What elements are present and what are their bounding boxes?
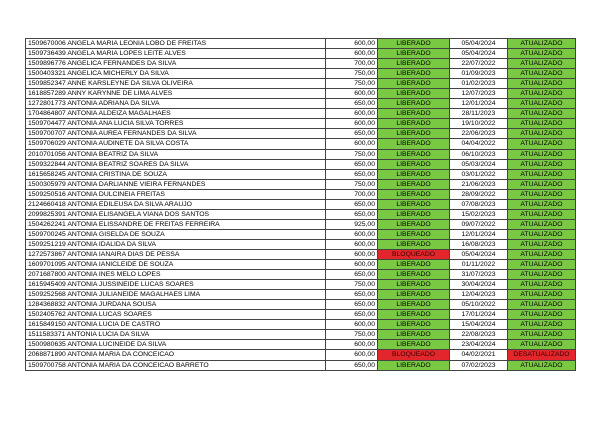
person-id-name-cell: 1504262241 ANTONIA ELISSANDRE DE FREITAS FERREIRA [26, 219, 326, 229]
table-row [26, 119, 576, 129]
date-cell: 22/08/2023 [450, 330, 508, 340]
person-id-name-cell: 2068871890 ANTONIA MARIA DA CONCEICAO [26, 350, 326, 360]
table-row [26, 129, 576, 139]
situation-cell: ATUALIZADO [508, 310, 576, 320]
status-cell: LIBERADO [378, 189, 450, 199]
date-cell: 07/02/2023 [450, 360, 508, 370]
situation-cell: ATUALIZADO [508, 139, 576, 149]
person-id-name-cell: 1509670006 ANGELA MARIA LEONIA LOBO DE FREITAS [26, 39, 326, 49]
status-cell: LIBERADO [378, 179, 450, 189]
value-cell: 650,00 [326, 209, 378, 219]
person-id-name-cell: 1615849150 ANTONIA LUCIA DE CASTRO [26, 320, 326, 330]
situation-cell: ATUALIZADO [508, 209, 576, 219]
person-id-name-cell: 1502405762 ANTONIA LUCAS SOARES [26, 310, 326, 320]
date-cell: 05/04/2024 [450, 39, 508, 49]
person-id-name-cell: 2071687800 ANTONIA INES MELO LOPES [26, 270, 326, 280]
date-cell: 01/02/2023 [450, 79, 508, 89]
status-cell: LIBERADO [378, 290, 450, 300]
table-row [26, 290, 576, 300]
situation-cell: ATUALIZADO [508, 149, 576, 159]
date-cell: 28/11/2023 [450, 109, 508, 119]
value-cell: 650,00 [326, 199, 378, 209]
value-cell: 650,00 [326, 290, 378, 300]
person-id-name-cell: 2099825391 ANTONIA ELISANGELA VIANA DOS SANTOS [26, 209, 326, 219]
value-cell: 600,00 [326, 260, 378, 270]
situation-cell: ATUALIZADO [508, 340, 576, 350]
value-cell: 700,00 [326, 189, 378, 199]
table-row [26, 239, 576, 249]
status-cell: LIBERADO [378, 310, 450, 320]
records-table [25, 38, 576, 371]
date-cell: 12/07/2023 [450, 89, 508, 99]
status-cell: BLOQUEADO [378, 350, 450, 360]
table-row [26, 149, 576, 159]
status-cell: LIBERADO [378, 149, 450, 159]
person-id-name-cell: 1509700707 ANTONIA AUREA FERNANDES DA SILVA [26, 129, 326, 139]
person-id-name-cell: 1509251219 ANTONIA IDALIDA DA SILVA [26, 239, 326, 249]
value-cell: 600,00 [326, 229, 378, 239]
situation-cell: ATUALIZADO [508, 129, 576, 139]
situation-cell: ATUALIZADO [508, 119, 576, 129]
value-cell: 600,00 [326, 249, 378, 259]
table-row [26, 79, 576, 89]
date-cell: 01/09/2023 [450, 69, 508, 79]
status-cell: LIBERADO [378, 209, 450, 219]
status-cell: LIBERADO [378, 49, 450, 59]
value-cell: 600,00 [326, 109, 378, 119]
status-cell: LIBERADO [378, 39, 450, 49]
date-cell: 12/04/2023 [450, 290, 508, 300]
person-id-name-cell: 1704864807 ANTONIA ALDEIZA MAGALHAES [26, 109, 326, 119]
date-cell: 17/01/2024 [450, 310, 508, 320]
status-cell: LIBERADO [378, 139, 450, 149]
value-cell: 600,00 [326, 139, 378, 149]
status-cell: LIBERADO [378, 79, 450, 89]
situation-cell: ATUALIZADO [508, 280, 576, 290]
table-row [26, 69, 576, 79]
date-cell: 31/07/2023 [450, 270, 508, 280]
date-cell: 15/02/2023 [450, 209, 508, 219]
person-id-name-cell: 1609701095 ANTONIA IANICLEIDE DE SOUZA [26, 260, 326, 270]
situation-cell: ATUALIZADO [508, 109, 576, 119]
value-cell: 650,00 [326, 300, 378, 310]
person-id-name-cell: 1615658245 ANTONIA CRISTINA DE SOUZA [26, 169, 326, 179]
situation-cell: ATUALIZADO [508, 159, 576, 169]
value-cell: 750,00 [326, 69, 378, 79]
value-cell: 650,00 [326, 99, 378, 109]
situation-cell: ATUALIZADO [508, 330, 576, 340]
person-id-name-cell: 1511583371 ANTONIA LUCIA DA SILVA [26, 330, 326, 340]
date-cell: 04/02/2021 [450, 350, 508, 360]
status-cell: LIBERADO [378, 199, 450, 209]
status-cell: LIBERADO [378, 169, 450, 179]
situation-cell: ATUALIZADO [508, 169, 576, 179]
status-cell: LIBERADO [378, 69, 450, 79]
situation-cell: ATUALIZADO [508, 229, 576, 239]
table-row [26, 350, 576, 360]
value-cell: 600,00 [326, 239, 378, 249]
status-cell: LIBERADO [378, 330, 450, 340]
table-row [26, 199, 576, 209]
situation-cell: ATUALIZADO [508, 239, 576, 249]
person-id-name-cell: 1272801773 ANTONIA ADRIANA DA SILVA [26, 99, 326, 109]
person-id-name-cell: 1618857289 ANNY KARYNNE DE LIMA ALVES [26, 89, 326, 99]
value-cell: 700,00 [326, 59, 378, 69]
date-cell: 04/04/2022 [450, 139, 508, 149]
date-cell: 30/04/2024 [450, 280, 508, 290]
status-cell: LIBERADO [378, 219, 450, 229]
table-row [26, 300, 576, 310]
status-cell: LIBERADO [378, 129, 450, 139]
value-cell: 750,00 [326, 179, 378, 189]
table-row [26, 89, 576, 99]
situation-cell: ATUALIZADO [508, 39, 576, 49]
person-id-name-cell: 1509700245 ANTONIA GISELDA DE SOUZA [26, 229, 326, 239]
person-id-name-cell: 1509852347 ANNE KARSLEYNE DA SILVA OLIVEIRA [26, 79, 326, 89]
date-cell: 07/08/2023 [450, 199, 508, 209]
status-cell: BLOQUEADO [378, 249, 450, 259]
table-row [26, 179, 576, 189]
value-cell: 600,00 [326, 350, 378, 360]
person-id-name-cell: 1615945409 ANTONIA JUSSINEIDE LUCAS SOARES [26, 280, 326, 290]
value-cell: 650,00 [326, 129, 378, 139]
situation-cell: ATUALIZADO [508, 260, 576, 270]
status-cell: LIBERADO [378, 300, 450, 310]
value-cell: 650,00 [326, 310, 378, 320]
date-cell: 05/03/2024 [450, 159, 508, 169]
situation-cell: ATUALIZADO [508, 360, 576, 370]
table-row [26, 59, 576, 69]
person-id-name-cell: 1500980635 ANTONIA LUCINEIDE DA SILVA [26, 340, 326, 350]
date-cell: 12/01/2024 [450, 229, 508, 239]
records-table-body [26, 39, 576, 371]
person-id-name-cell: 1509700758 ANTONIA MARIA DA CONCEICAO BARRETO [26, 360, 326, 370]
table-row [26, 139, 576, 149]
value-cell: 750,00 [326, 280, 378, 290]
table-row [26, 219, 576, 229]
person-id-name-cell: 2124660418 ANTONIA EDILEUSA DA SILVA ARAUJO [26, 199, 326, 209]
situation-cell: ATUALIZADO [508, 79, 576, 89]
table-row [26, 229, 576, 239]
value-cell: 650,00 [326, 169, 378, 179]
person-id-name-cell: 1509706029 ANTONIA AUDINETE DA SILVA COSTA [26, 139, 326, 149]
date-cell: 23/04/2024 [450, 340, 508, 350]
table-row [26, 270, 576, 280]
date-cell: 05/10/2022 [450, 300, 508, 310]
person-id-name-cell: 1500403321 ANGELICA MICHERLY DA SILVA [26, 69, 326, 79]
person-id-name-cell: 1284368832 ANTONIA JURDANA SOUSA [26, 300, 326, 310]
value-cell: 750,00 [326, 79, 378, 89]
status-cell: LIBERADO [378, 360, 450, 370]
situation-cell: ATUALIZADO [508, 99, 576, 109]
situation-cell: ATUALIZADO [508, 320, 576, 330]
date-cell: 05/04/2024 [450, 49, 508, 59]
date-cell: 12/01/2024 [450, 99, 508, 109]
value-cell: 600,00 [326, 119, 378, 129]
person-id-name-cell: 1509322844 ANTONIA BEATRIZ SOARES DA SILVA [26, 159, 326, 169]
situation-cell: ATUALIZADO [508, 270, 576, 280]
table-row [26, 209, 576, 219]
table-row [26, 310, 576, 320]
status-cell: LIBERADO [378, 320, 450, 330]
person-id-name-cell: 2010701056 ANTONIA BEATRIZ DA SILVA [26, 149, 326, 159]
value-cell: 600,00 [326, 340, 378, 350]
table-row [26, 320, 576, 330]
status-cell: LIBERADO [378, 270, 450, 280]
table-row [26, 189, 576, 199]
value-cell: 600,00 [326, 320, 378, 330]
status-cell: LIBERADO [378, 159, 450, 169]
status-cell: LIBERADO [378, 239, 450, 249]
person-id-name-cell: 1272573867 ANTONIA IANAIRA DIAS DE PESSA [26, 249, 326, 259]
value-cell: 650,00 [326, 159, 378, 169]
status-cell: LIBERADO [378, 340, 450, 350]
table-row [26, 249, 576, 259]
table-row [26, 159, 576, 169]
value-cell: 750,00 [326, 149, 378, 159]
date-cell: 16/08/2023 [450, 239, 508, 249]
value-cell: 750,00 [326, 330, 378, 340]
table-row [26, 169, 576, 179]
person-id-name-cell: 1509252568 ANTONIA JULIANEIDE MAGALHAES LIMA [26, 290, 326, 300]
person-id-name-cell: 1509736439 ANGELA MARIA LOPES LEITE ALVES [26, 49, 326, 59]
date-cell: 21/06/2023 [450, 179, 508, 189]
table-row [26, 260, 576, 270]
status-cell: LIBERADO [378, 109, 450, 119]
table-row [26, 280, 576, 290]
value-cell: 925,00 [326, 219, 378, 229]
situation-cell: DESATUALIZADO [508, 350, 576, 360]
table-row [26, 99, 576, 109]
table-row [26, 330, 576, 340]
person-id-name-cell: 1509896776 ANGELICA FERNANDES DA SILVA [26, 59, 326, 69]
date-cell: 03/01/2022 [450, 169, 508, 179]
status-cell: LIBERADO [378, 99, 450, 109]
situation-cell: ATUALIZADO [508, 69, 576, 79]
situation-cell: ATUALIZADO [508, 199, 576, 209]
person-id-name-cell: 1500305979 ANTONIA DARLIANNE VIEIRA FERNANDES [26, 179, 326, 189]
table-row [26, 340, 576, 350]
date-cell: 22/06/2023 [450, 129, 508, 139]
status-cell: LIBERADO [378, 280, 450, 290]
date-cell: 01/11/2022 [450, 260, 508, 270]
status-cell: LIBERADO [378, 229, 450, 239]
value-cell: 600,00 [326, 39, 378, 49]
date-cell: 06/10/2023 [450, 149, 508, 159]
date-cell: 22/07/2022 [450, 59, 508, 69]
value-cell: 600,00 [326, 49, 378, 59]
situation-cell: ATUALIZADO [508, 89, 576, 99]
situation-cell: ATUALIZADO [508, 219, 576, 229]
situation-cell: ATUALIZADO [508, 189, 576, 199]
status-cell: LIBERADO [378, 260, 450, 270]
table-row [26, 49, 576, 59]
status-cell: LIBERADO [378, 89, 450, 99]
situation-cell: ATUALIZADO [508, 300, 576, 310]
status-cell: LIBERADO [378, 119, 450, 129]
table-row [26, 360, 576, 370]
person-id-name-cell: 1509704477 ANTONIA ANA LUCIA SILVA TORRES [26, 119, 326, 129]
situation-cell: ATUALIZADO [508, 290, 576, 300]
value-cell: 650,00 [326, 360, 378, 370]
date-cell: 09/07/2022 [450, 219, 508, 229]
status-cell: LIBERADO [378, 59, 450, 69]
date-cell: 05/04/2024 [450, 249, 508, 259]
value-cell: 650,00 [326, 270, 378, 280]
date-cell: 28/09/2022 [450, 189, 508, 199]
table-row [26, 39, 576, 49]
situation-cell: ATUALIZADO [508, 49, 576, 59]
value-cell: 600,00 [326, 89, 378, 99]
date-cell: 15/04/2024 [450, 320, 508, 330]
situation-cell: ATUALIZADO [508, 249, 576, 259]
table-row [26, 109, 576, 119]
date-cell: 19/10/2022 [450, 119, 508, 129]
situation-cell: ATUALIZADO [508, 59, 576, 69]
situation-cell: ATUALIZADO [508, 179, 576, 189]
person-id-name-cell: 1509250516 ANTONIA DULCINEIA FREITAS [26, 189, 326, 199]
